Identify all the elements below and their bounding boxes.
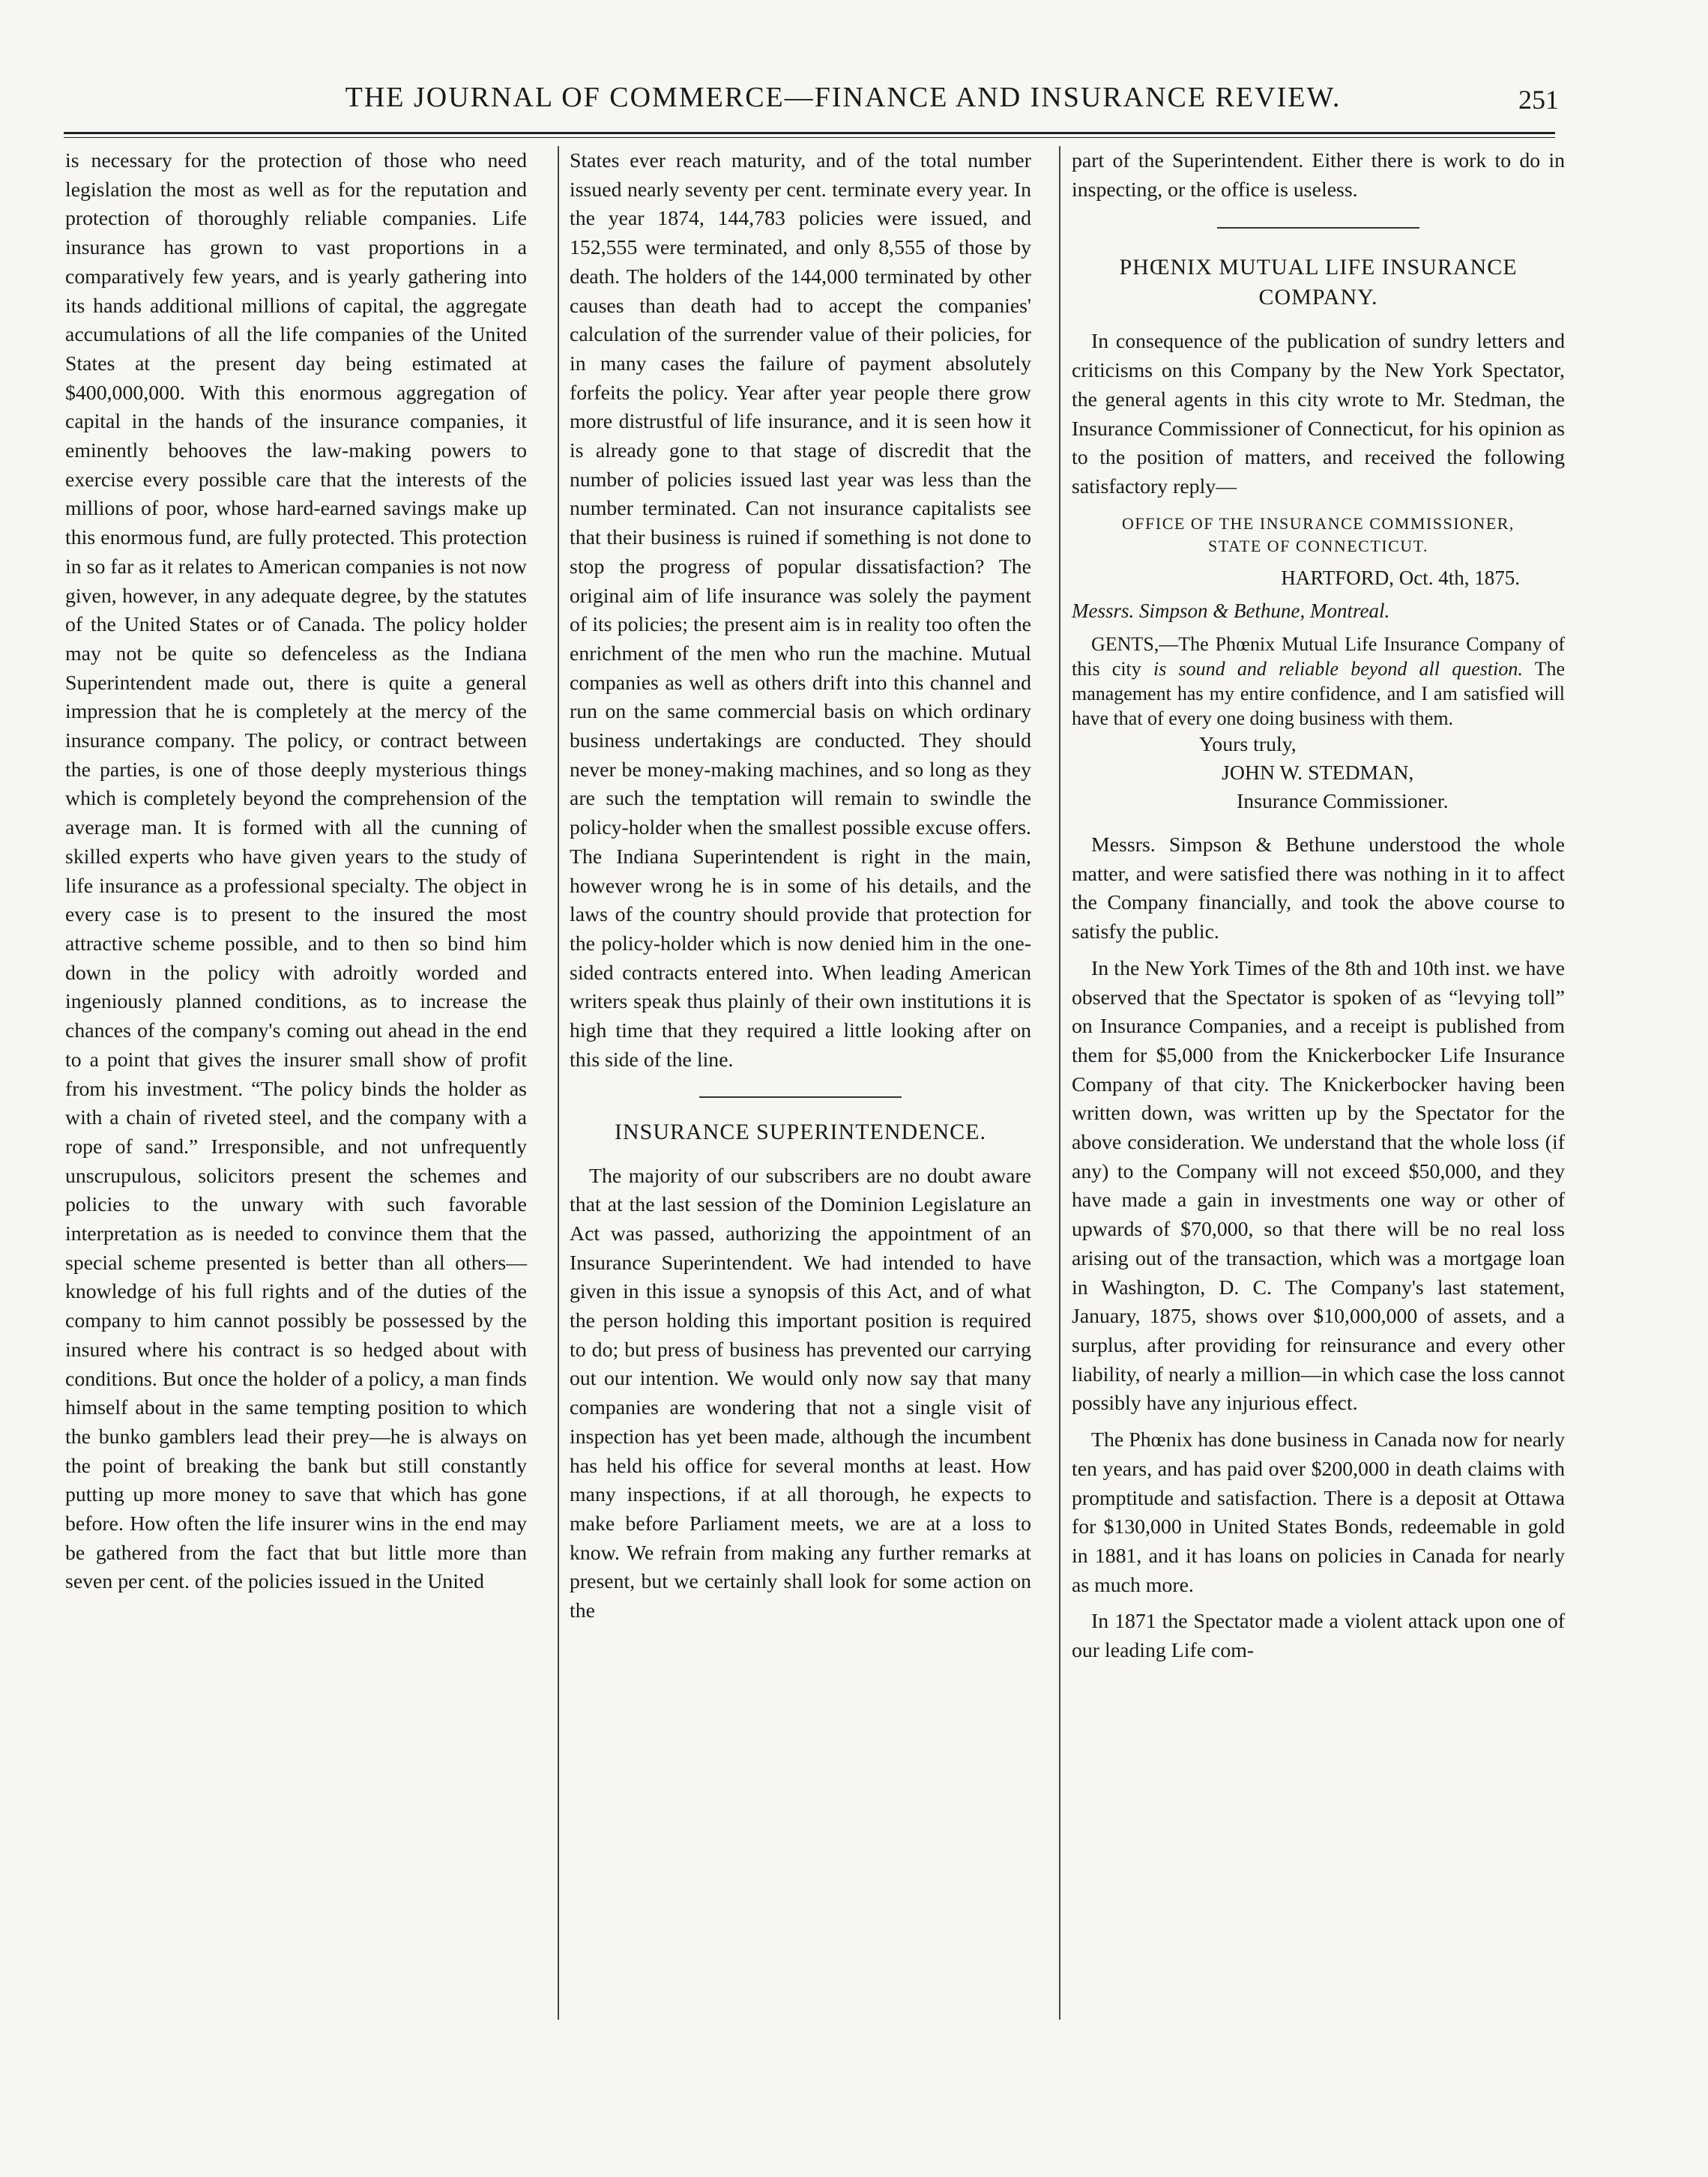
column-3-paragraph-5: The Phœnix has done business in Canada now for nearly ten years, and has paid over $200,000 in death claims with promptitude and satisfaction. There is a deposit at Ottawa for $130,000 in United States Bonds, redeemable in gold in 1881, and it has loans on policies in Canada for nearly as much more. (1072, 1428, 1565, 1597)
column-2 (570, 147, 1031, 1626)
letter-body-start: GENTS,—The Phœnix Mutual Life Insurance Company of this city (1072, 633, 1565, 680)
page-number: 251 (1518, 85, 1559, 115)
section-separator (1217, 227, 1419, 229)
section-separator (699, 1096, 902, 1098)
letter-place-date: HARTFORD, Oct. 4th, 1875. (1281, 566, 1520, 589)
letter-office-line: OFFICE OF THE INSURANCE COMMISSIONER, (1122, 513, 1515, 533)
letter-signer: JOHN W. STEDMAN, (1222, 761, 1414, 785)
column-3-paragraph-4: In the New York Times of the 8th and 10th inst. we have observed that the Spectator is spoken of as “levying toll” on Insurance Companies, and a receipt is published from them for $5,000 from the Knickerbocker Life Insurance Company of that city. The Knickerbocker having been written down, was written up by the Spectator for the above consideration. We understand that the whole loss (if any) to the Company will not exceed $50,000, and they have made a gain in investments one way or other of upwards of $70,000, so that there will be no real loss arising out of the transaction, which was a mortgage loan in Washington, D. C. The Company's last statement, January, 1875, shows over $10,000,000 of assets, and a surplus, after providing for reinsurance and every other liability, of nearly a million—in which case the loss cannot possibly have any injurious effect. (1072, 956, 1565, 1416)
letter-addressee: Messrs. Simpson & Bethune, Montreal. (1072, 600, 1390, 623)
column-3 (1072, 147, 1565, 1666)
section-title-superintendence: INSURANCE SUPERINTENDENCE. (614, 1119, 986, 1144)
column-2-paragraph-1: States ever reach maturity, and of the total number issued nearly seventy per cent. terminate every year. In the year 1874, 144,783 policies were issued, and 152,555 were terminated, and only 8,555 of those by death. The holders of the 144,000 terminated by other causes than death had to accept the companies' calculation of the surrender value of their policies, for in many cases the failure of payment absolutely forfeits the policy. Year after year people there grow more distrustful of life insurance, and it is seen how it is already gone to that stage of discredit that the number of policies issued last year was less than the number terminated. Can not insurance capitalists see that their business is ruined if something is not done to stop the progress of popular dissatisfaction? The original aim of life insurance was solely the payment of its policies; the present aim is in reality too often the enrichment of the men who run the machine. Mutual companies as well as others drift into this channel and run on the same commercial basis on which ordinary business undertakings are conducted. They should never be money-making machines, and so long as they are such the temptation will remain to swindle the policy-holder when the smallest possible excuse offers. The Indiana Superintendent is right in the main, however wrong he is in some of his details, and the laws of the country should provide that protection for the policy-holder which is now denied him in the one-sided contracts entered into. When leading American writers speak thus plainly of their own institutions it is high time that they required a little looking after on this side of the line. (570, 149, 1031, 1072)
column-2-paragraph-2: The majority of our subscribers are no doubt aware that at the last session of the Dominion Legislature an Act was passed, authorizing the appointment of an Insurance Superintendent. We had intended to have given in this issue a synopsis of this Act, and of what the person holding this important position is required to do; but press of business has prevented our carrying out our intention. We would only now say that many companies are wondering that not a single visit of inspection has yet been made, although the incumbent has held his office for several months at least. How many inspections, if at all thorough, he expects to make before Parliament meets, we are at a loss to know. We refrain from making any further remarks at present, but we certainly shall look for some action on the (570, 1164, 1031, 1623)
column-3-paragraph-6: In 1871 the Spectator made a violent attack upon one of our leading Life com- (1072, 1610, 1565, 1663)
section-title-phoenix: PHŒNIX MUTUAL LIFE INSURANCE COMPANY. (1119, 255, 1518, 310)
letter-body-end: The management has my entire confidence, and I am satisfied will have that of every one doing business with them. (1072, 658, 1566, 730)
page-header (60, 81, 1559, 126)
column-3-paragraph-3: Messrs. Simpson & Bethune understood the whole matter, and were satisfied there was nothing in it to affect the Company financially, and took the above course to satisfy the public. (1072, 833, 1565, 944)
header-rule-top (64, 132, 1555, 134)
column-1-paragraph: is necessary for the protection of those who need legislation the most as well as for the reputation and protection of thoroughly reliable companies. Life insurance has grown to vast proportions in a comparatively few years, and is yearly gathering into its hands additional millions of capital, the aggregate accumulations of all the life companies of the United States at the present day being estimated at $400,000,000. With this enormous aggregation of capital in the hands of the insurance companies, it eminently behooves the law-making powers to exercise every possible care that the interests of the millions of poor, whose hard-earned savings make up this enormous fund, are fully protected. This protection in so far as it relates to American companies is not now given, however, in any adequate degree, by the statutes of the United States or of Canada. The policy holder may not be quite so defenceless as the Indiana Superintendent made out, there is quite a general impression that he is completely at the mercy of the insurance company. The policy, or contract between the parties, is one of those deeply mysterious things which is completely beyond the comprehension of the average man. It is formed with all the cunning of skilled experts who have given years to the study of life insurance as a professional specialty. The object in every case is to present to the insured the most attractive scheme possible, and to then so bind him down in the policy with adroitly worded and ingeniously planned conditions, as to increase the chances of the company's coming out ahead in the end to a point that gives the insurer small show of profit from his investment. “The policy binds the holder as with a chain of riveted steel, and the company with a rope of sand.” Irresponsible, and not unfrequently unscrupulous, solicitors present the schemes and policies to the unwary with such favorable interpretation as is needed to convince them that the special scheme presented is better than all others—knowledge of his full rights and of the duties of the company to him cannot possibly be possessed by the insured where his contract is so hedged about with conditions. But once the holder of a policy, a man finds himself about in the same tempting position to which the bunko gamblers lead their prey—he is always on the point of breaking the bank but still constantly putting up more money to save that which has gone before. How often the life insurer wins in the end may be gathered from the fact that but little more than seven per cent. of the policies issued in the United (65, 149, 527, 1594)
letter-body (1072, 632, 1565, 731)
letter-body-emphasis: is sound and reliable beyond all question. (1153, 658, 1523, 680)
letter-close: Yours truly, (1199, 733, 1297, 757)
column-divider-1 (558, 146, 559, 2020)
running-title: THE JOURNAL OF COMMERCE—FINANCE AND INSURANCE REVIEW. (345, 82, 1342, 113)
column-3-paragraph-2: In consequence of the publication of sundry letters and criticisms on this Company by the New York Spectator, the general agents in this city wrote to Mr. Stedman, the Insurance Commissioner of Connecticut, for his opinion as to the position of matters, and received the following satisfactory reply— (1072, 330, 1565, 498)
column-3-paragraph-1: part of the Superintendent. Either there is work to do in inspecting, or the office is useless. (1072, 149, 1565, 202)
letter-signer-title: Insurance Commissioner. (1237, 790, 1449, 814)
column-divider-2 (1059, 146, 1060, 2020)
header-rule-bottom (64, 137, 1555, 138)
letter-state-line: STATE OF CONNECTICUT. (1208, 536, 1428, 555)
column-1 (65, 147, 527, 1597)
